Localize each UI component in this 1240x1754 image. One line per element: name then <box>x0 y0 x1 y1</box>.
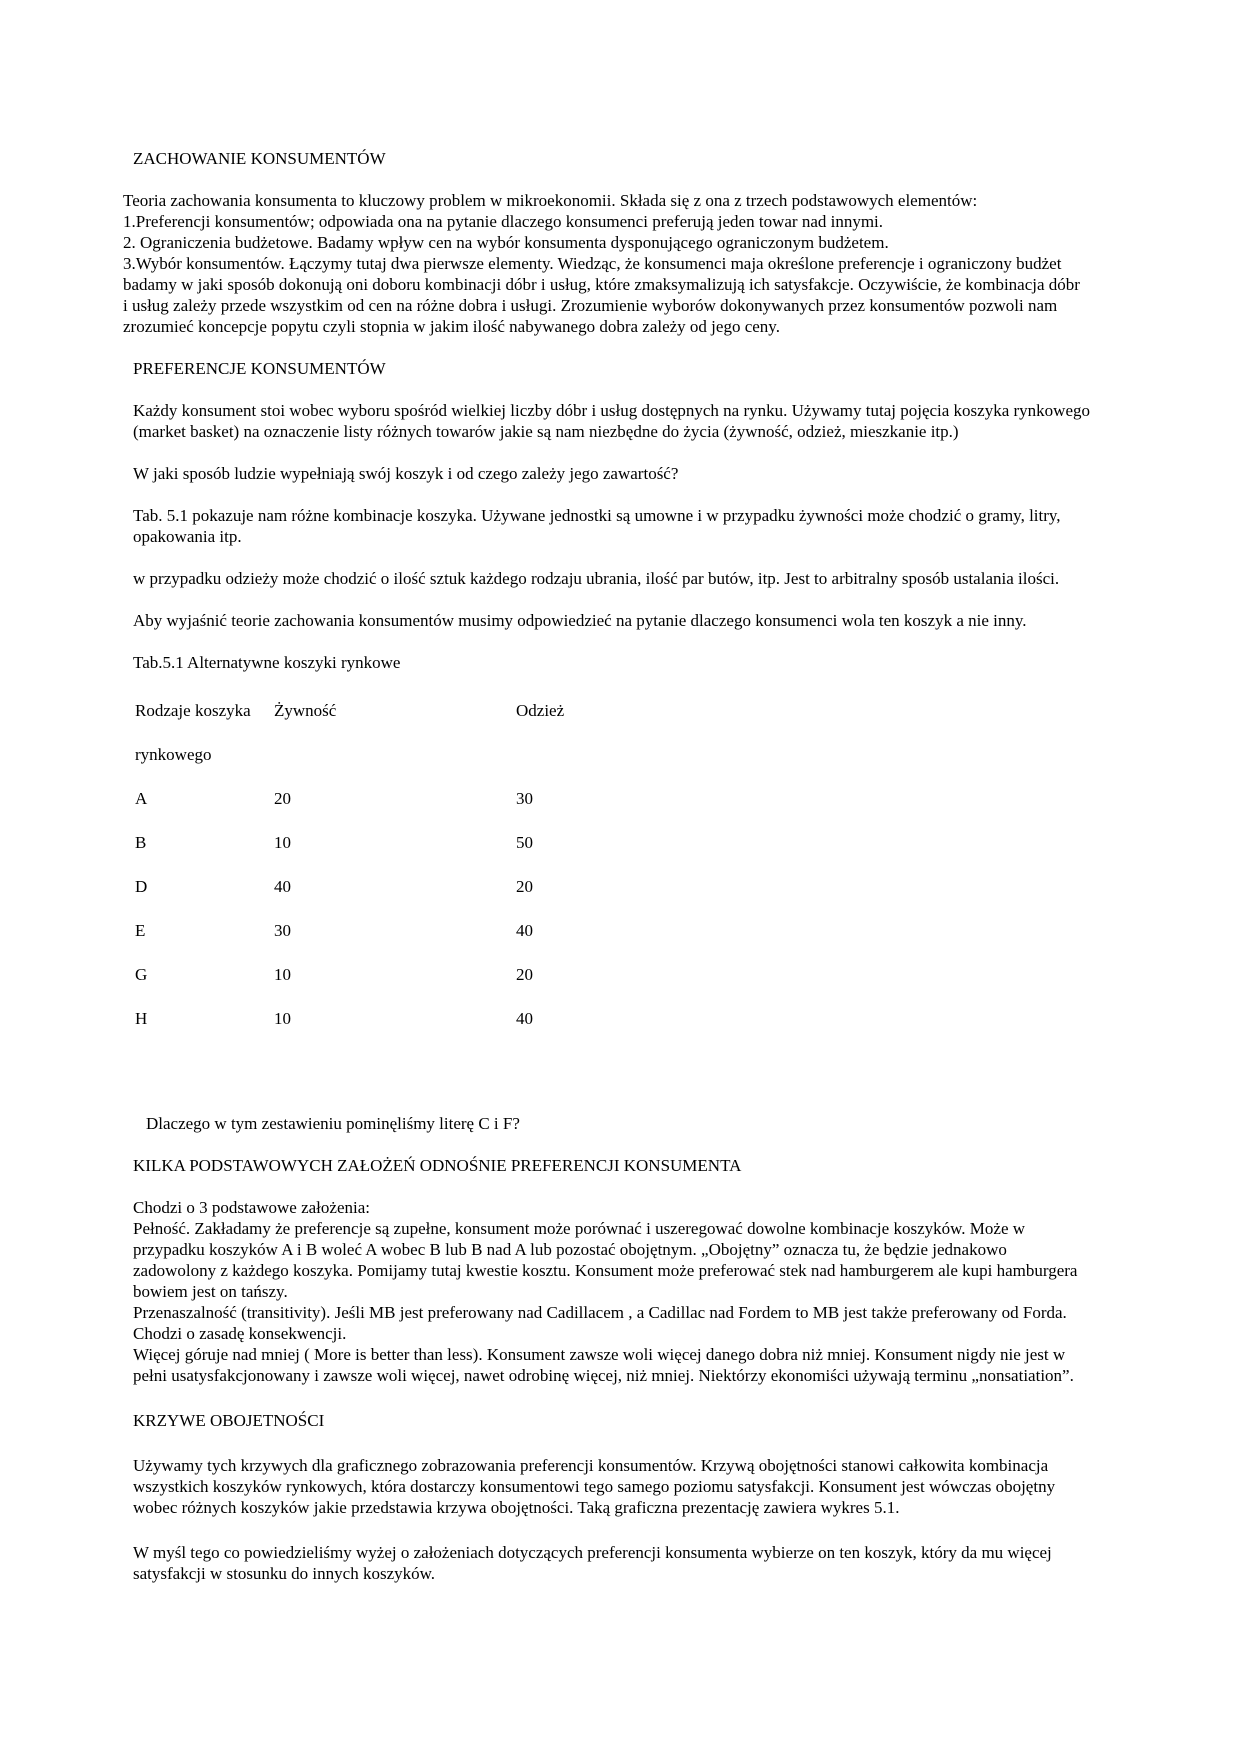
column-header-basket-type-line2: rynkowego <box>135 745 212 764</box>
table-row <box>135 920 1210 941</box>
fill-basket-question: W jaki sposób ludzie wypełniają swój koszyk i od czego zależy jego zawartość? <box>133 464 679 483</box>
text-line: Pełność. Zakładamy że preferencje są zupełne, konsument może porównać i uszeregować dowolne kombinacje koszyków. Może w <box>133 1219 1026 1238</box>
text-line: W myśl tego co powiedzieliśmy wyżej o założeniach dotyczących preferencji konsumenta wybierze on ten koszyk, który da mu więcej <box>133 1543 1052 1562</box>
table-row <box>135 876 1210 897</box>
omitted-letters-question: Dlaczego w tym zestawieniu pominęliśmy literę C i F? <box>146 1114 520 1133</box>
table-caption: Tab.5.1 Alternatywne koszyki rynkowe <box>133 653 401 672</box>
table-cell-basket: H <box>135 1009 148 1028</box>
tab-51-paragraph <box>133 505 1210 547</box>
column-header-food: Żywność <box>274 701 337 720</box>
table-cell-food: 40 <box>274 877 291 896</box>
table-row <box>135 964 1210 985</box>
market-baskets-table <box>135 700 1210 1029</box>
table-cell-basket: G <box>135 965 148 984</box>
text-line: Każdy konsument stoi wobec wyboru spośród wielkiej liczby dóbr i usług dostępnych na rynku. Używamy tutaj pojęcia koszyka rynkowego <box>133 401 1090 420</box>
table-cell-basket: B <box>135 833 147 852</box>
table-cell-clothing: 30 <box>516 789 533 808</box>
table-cell-clothing: 40 <box>516 921 533 940</box>
table-cell-clothing: 20 <box>516 877 533 896</box>
text-line: Teoria zachowania konsumenta to kluczowy problem w mikroekonomii. Składa się z ona z trzech podstawowych elementów: <box>123 191 978 210</box>
table-cell-basket: A <box>135 789 148 808</box>
preferences-heading: PREFERENCJE KONSUMENTÓW <box>133 359 386 378</box>
text-line: (market basket) na oznaczenie listy różnych towarów jakie są nam niezbędne do życia (żywność, odzież, mieszkanie itp.) <box>133 422 959 441</box>
table-cell-basket: D <box>135 877 148 896</box>
table-row <box>135 1008 1210 1029</box>
table-cell-food: 20 <box>274 789 291 808</box>
table-header-row <box>135 700 1210 721</box>
text-line: Przenaszalność (transitivity). Jeśli MB jest preferowany nad Cadillacem , a Cadillac nad Fordem to MB jest także preferowany od Forda. <box>133 1303 1067 1322</box>
text-line: przypadku koszyków A i B woleć A wobec B lub B nad A lub pozostać obojętnym. „Obojętny” oznacza tu, że będzie jednakowo <box>133 1240 1007 1259</box>
text-line: Chodzi o 3 podstawowe założenia: <box>133 1198 370 1217</box>
table-cell-clothing: 40 <box>516 1009 533 1028</box>
table-cell-food: 30 <box>274 921 291 940</box>
text-line: Tab. 5.1 pokazuje nam różne kombinacje koszyka. Używane jednostki są umowne i w przypadku żywności może chodzić o gramy, litry, <box>133 506 1061 525</box>
table-cell-basket: E <box>135 921 146 940</box>
intro-paragraph <box>123 190 1210 337</box>
table-cell-food: 10 <box>274 1009 291 1028</box>
market-basket-paragraph <box>133 400 1210 442</box>
consumer-choice-paragraph <box>133 1542 1210 1584</box>
table-cell-food: 10 <box>274 833 291 852</box>
table-header-row-line2 <box>135 744 1210 765</box>
text-line: zrozumieć koncepcje popytu czyli stopnia w jakim ilość nabywanego dobra zależy od jego ceny. <box>123 317 780 336</box>
text-line: 3.Wybór konsumentów. Łączymy tutaj dwa pierwsze elementy. Wiedząc, że konsumenci maja określone preferencje i ograniczony budżet <box>123 254 1062 273</box>
text-line: i usług zależy przede wszystkim od cen na różne dobra i usługi. Zrozumienie wyborów dokonywanych przez konsumentów pozwoli nam <box>123 296 1058 315</box>
indifference-curves-paragraph <box>133 1455 1210 1518</box>
assumptions-paragraph <box>133 1197 1210 1386</box>
text-line: satysfakcji w stosunku do innych koszyków. <box>133 1564 436 1583</box>
text-line: 1.Preferencji konsumentów; odpowiada ona na pytanie dlaczego konsumenci preferują jeden towar nad innymi. <box>123 212 884 231</box>
text-line: Więcej góruje nad mniej ( More is better than less). Konsument zawsze woli więcej danego dobra niż mniej. Konsument nigdy nie jest w <box>133 1345 1066 1364</box>
table-cell-clothing: 50 <box>516 833 533 852</box>
table-cell-food: 10 <box>274 965 291 984</box>
table-cell-clothing: 20 <box>516 965 533 984</box>
text-line: Używamy tych krzywych dla graficznego zobrazowania preferencji konsumentów. Krzywą obojętności stanowi całkowita kombinacja <box>133 1456 1049 1475</box>
column-header-basket-type: Rodzaje koszyka <box>135 701 251 720</box>
text-line: wobec różnych koszyków jakie przedstawia krzywa obojętności. Taką graficzna prezentację zawiera wykres 5.1. <box>133 1498 900 1517</box>
clothing-units-paragraph: w przypadku odzieży może chodzić o ilość sztuk każdego rodzaju ubrania, ilość par butów, itp. Jest to arbitralny sposób ustalania ilości. <box>133 569 1060 588</box>
doc-title-heading: ZACHOWANIE KONSUMENTÓW <box>133 149 386 168</box>
text-line: 2. Ograniczenia budżetowe. Badamy wpływ cen na wybór konsumenta dysponującego ograniczonym budżetem. <box>123 233 889 252</box>
text-line: opakowania itp. <box>133 527 242 546</box>
assumptions-heading: KILKA PODSTAWOWYCH ZAŁOŻEŃ ODNOŚNIE PREFERENCJI KONSUMENTA <box>133 1156 742 1175</box>
table-row <box>135 832 1210 853</box>
text-line: badamy w jaki sposób dokonują oni doboru kombinacji dóbr i usług, które zmaksymalizują ich satysfakcje. Oczywiście, że kombinacja dóbr <box>123 275 1080 294</box>
table-row <box>135 788 1210 809</box>
text-line: bowiem jest on tańszy. <box>133 1282 288 1301</box>
indifference-curves-heading: KRZYWE OBOJETNOŚCI <box>133 1411 325 1430</box>
explain-theory-paragraph: Aby wyjaśnić teorie zachowania konsumentów musimy odpowiedzieć na pytanie dlaczego konsumenci wola ten koszyk a nie inny. <box>133 611 1027 630</box>
text-line: pełni usatysfakcjonowany i zawsze woli więcej, nawet odrobinę więcej, niż mniej. Niektórzy ekonomiści używają terminu „nonsatiation”. <box>133 1366 1074 1385</box>
column-header-clothing: Odzież <box>516 701 565 720</box>
text-line: wszystkich koszyków rynkowych, która dostarczy konsumentowi tego samego poziomu satysfakcji. Konsument jest wówczas obojętny <box>133 1477 1056 1496</box>
text-line: Chodzi o zasadę konsekwencji. <box>133 1324 347 1343</box>
text-line: zadowolony z każdego koszyka. Pomijamy tutaj kwestie kosztu. Konsument może preferować stek nad hamburgerem ale kupi hamburgera <box>133 1261 1078 1280</box>
